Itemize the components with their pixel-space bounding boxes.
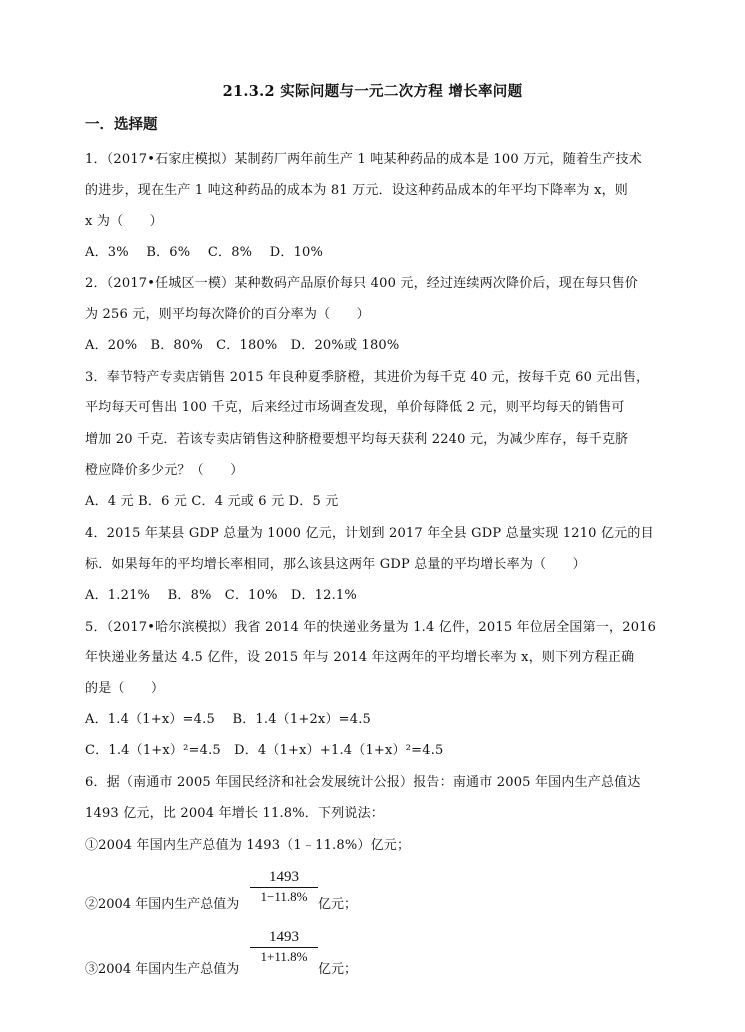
fraction-denominator: 1+11.8% (260, 949, 308, 964)
question-4-options: A．1.21% B．8% C．10% D．12.1% (85, 588, 357, 603)
statement-3-suffix: 亿元； (318, 962, 358, 977)
question-5-line-2: 年快递业务量达 4.5 亿件，设 2015 年与 2014 年这两年的平均增长率为 x，则下列方程正确 (85, 650, 635, 665)
fraction-1493-over-1-plus (250, 928, 318, 964)
question-1-line-3: x 为（ ） (85, 214, 163, 229)
statement-2-suffix: 亿元； (318, 897, 358, 912)
question-3-line-2: 平均每天可售出 100 千克，后来经过市场调查发现，单价每降低 2 元，则平均每天的销售可 (85, 400, 625, 415)
question-4-line-2: 标．如果每年的平均增长率相同，那么该县这两年 GDP 总量的平均增长率为（ ） (85, 557, 586, 572)
question-6-line-1: 6．据（南通市 2005 年国民经济和社会发展统计公报）报告：南通市 2005 年国内生产总值达 (85, 775, 641, 790)
question-2-line-1: 2．（2017•任城区一模）某种数码产品原价每只 400 元，经过连续两次降价后，现在每只售价 (85, 276, 639, 291)
question-5-line-3: 的是（ ） (85, 681, 165, 696)
fraction-bar (250, 887, 318, 888)
question-4-line-1: 4．2015 年某县 GDP 总量为 1000 亿元，计划到 2017 年全县 GDP 总量实现 1210 亿元的目 (85, 526, 654, 541)
question-6-statement-2 (85, 893, 239, 912)
statement-2-prefix: ②2004 年国内生产总值为 (85, 897, 240, 912)
section-heading: 一．选择题 (85, 116, 158, 133)
fraction-numerator: 1493 (269, 869, 299, 885)
question-3-line-3: 增加 20 千克．若该专卖店销售这种脐橙要想平均每天获利 2240 元，为减少库存，每千克脐 (85, 432, 629, 447)
fraction-numerator: 1493 (269, 929, 299, 945)
question-1-line-2: 的进步，现在生产 1 吨这种药品的成本为 81 万元．设这种药品成本的年平均下降率为 x，则 (85, 183, 629, 198)
question-6-statement-1: ①2004 年国内生产总值为 1493（1﹣11.8%）亿元； (85, 838, 411, 853)
question-5-options-cd: C．1.4（1+x）²=4.5 D．4（1+x）+1.4（1+x）²=4.5 (85, 743, 444, 758)
question-2-line-2: 为 256 元，则平均每次降价的百分率为（ ） (85, 307, 370, 322)
fraction-bar (250, 947, 318, 948)
question-5-options-ab: A．1.4（1+x）=4.5 B．1.4（1+2x）=4.5 (85, 712, 372, 727)
statement-3-prefix: ③2004 年国内生产总值为 (85, 962, 240, 977)
question-3-line-1: 3．奉节特产专卖店销售 2015 年良种夏季脐橙，其进价为每千克 40 元，按每千克 60 元出售， (85, 370, 650, 385)
question-5-line-1: 5．（2017•哈尔滨模拟）我省 2014 年的快递业务量为 1.4 亿件，2015 年位居全国第一，2016 (85, 620, 657, 635)
question-1-line-1: 1．（2017•石家庄模拟）某制药厂两年前生产 1 吨某种药品的成本是 100 万元，随着生产技术 (85, 152, 642, 167)
fraction-denominator: 1−11.8% (260, 889, 308, 904)
question-6-line-2: 1493 亿元，比 2004 年增长 11.8%．下列说法： (85, 806, 384, 821)
page-title: 21.3.2 实际问题与一元二次方程 增长率问题 (222, 83, 523, 100)
fraction-1493-over-1-minus (250, 868, 318, 904)
question-3-options: A．4 元 B．6 元 C．4 元或 6 元 D．5 元 (85, 494, 339, 509)
question-6-statement-3 (85, 958, 239, 977)
question-2-options: A．20% B．80% C．180% D．20%或 180% (85, 338, 400, 353)
question-1-options: A．3% B．6% C．8% D．10% (85, 245, 324, 260)
question-3-line-4: 橙应降价多少元？（ ） (85, 463, 244, 478)
